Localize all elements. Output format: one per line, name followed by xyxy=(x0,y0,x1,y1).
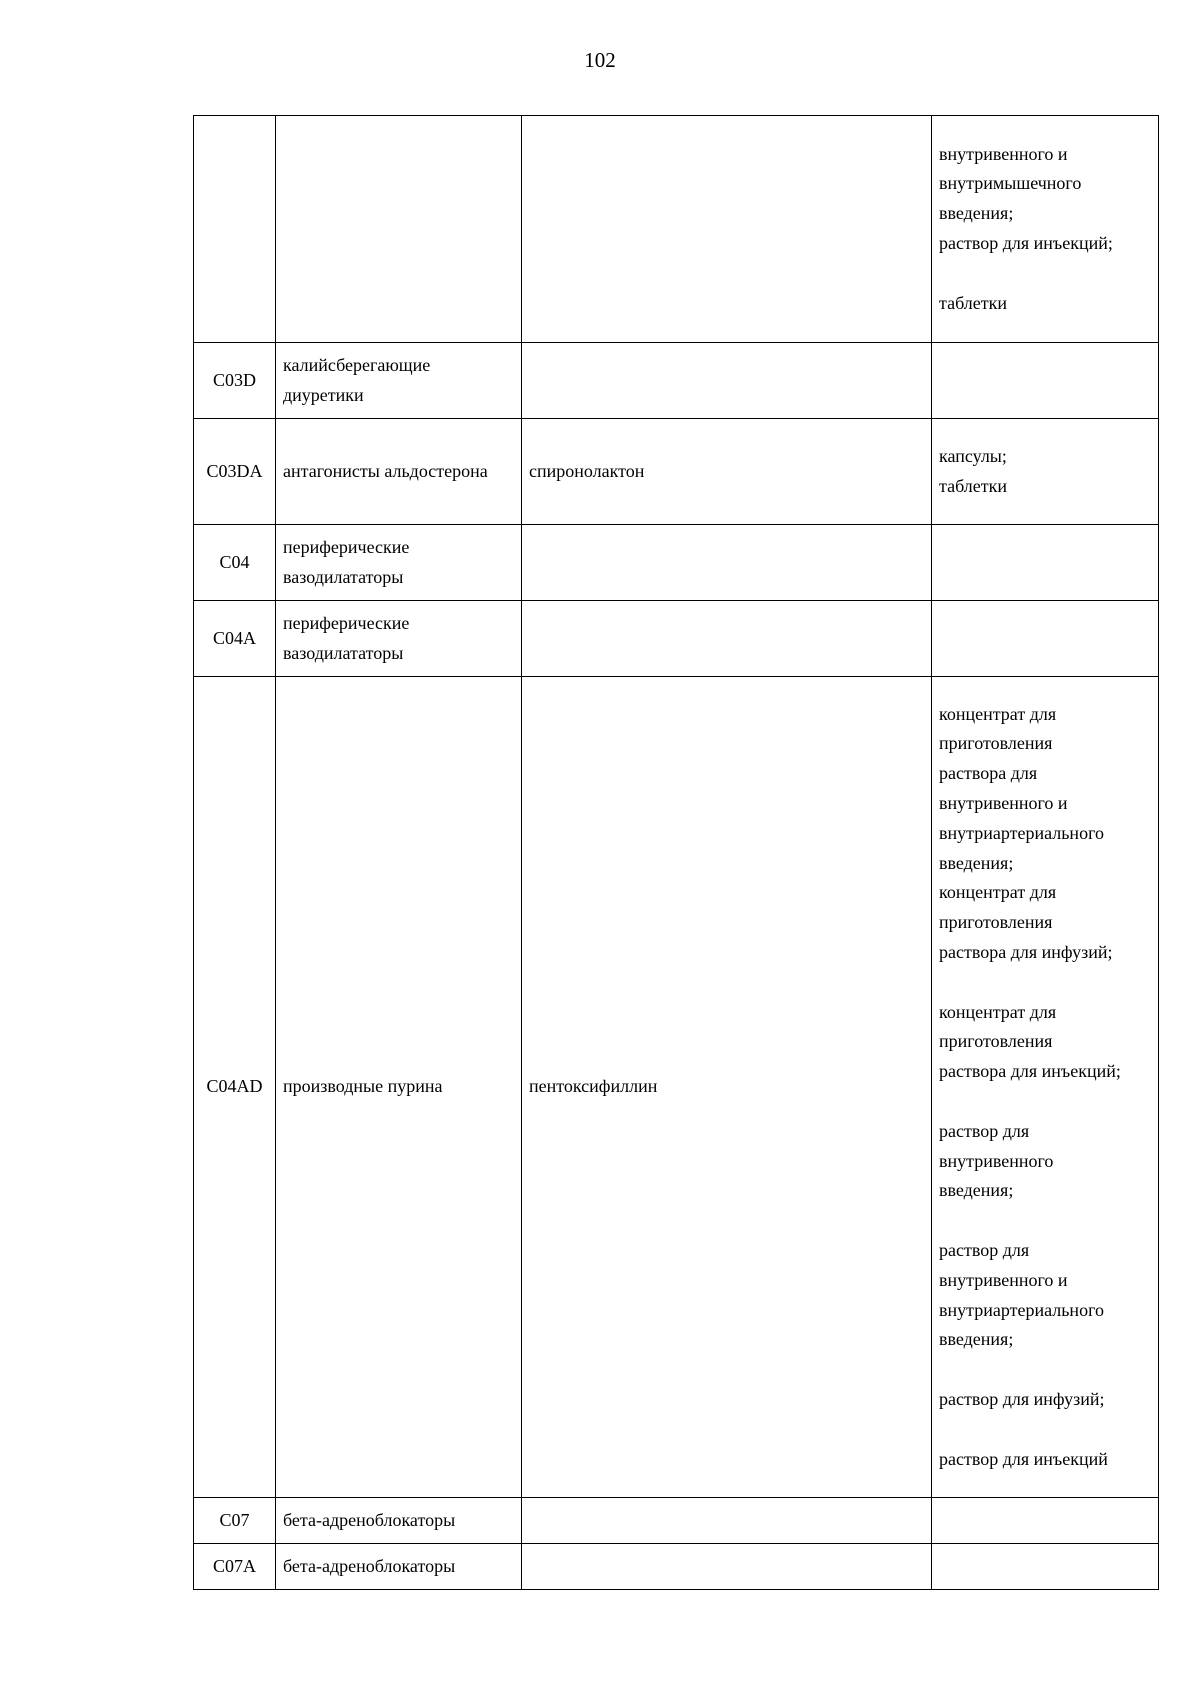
dosage-form-line: введения; xyxy=(939,852,1014,873)
dosage-form-cell xyxy=(932,1498,1159,1544)
dosage-form-cell xyxy=(932,1544,1159,1590)
atc-code-cell xyxy=(194,116,276,343)
dosage-form-line: приготовления xyxy=(939,733,1053,754)
active-substance-cell xyxy=(522,343,932,419)
drug-classification-table xyxy=(193,115,1159,1590)
dosage-form-line: внутривенного и xyxy=(939,143,1068,164)
table-row xyxy=(194,116,1159,343)
dosage-form-line: введения; xyxy=(939,203,1014,224)
dosage-form-line: раствора для инъекций; xyxy=(939,1061,1121,1082)
form-group-spacer xyxy=(939,259,1151,289)
dosage-form-line: концентрат для xyxy=(939,882,1057,903)
dosage-form-cell xyxy=(932,116,1159,343)
active-substance-cell xyxy=(522,116,932,343)
dosage-form-cell xyxy=(932,343,1159,419)
dosage-form-cell xyxy=(932,419,1159,525)
form-group-spacer xyxy=(939,968,1151,998)
atc-code-cell: C07A xyxy=(194,1544,276,1590)
pharmacological-group-cell: бета-адреноблокаторы xyxy=(276,1498,522,1544)
pharmacological-group-cell: калийсберегающие диуретики xyxy=(276,343,522,419)
table-row xyxy=(194,677,1159,1498)
pharmacological-group-cell: периферические вазодилататоры xyxy=(276,525,522,601)
table-row xyxy=(194,1498,1159,1544)
dosage-form-line: концентрат для xyxy=(939,703,1057,724)
dosage-form-line: приготовления xyxy=(939,912,1053,933)
dosage-form-line: раствор для инъекций xyxy=(939,1448,1108,1469)
dosage-form-line: введения; xyxy=(939,1329,1014,1350)
dosage-form-line: внутривенного xyxy=(939,1150,1054,1171)
page-number: 102 xyxy=(584,48,616,72)
form-group-spacer xyxy=(939,1355,1151,1385)
active-substance-cell: спиронолактон xyxy=(522,419,932,525)
dosage-form-line: внутривенного и xyxy=(939,793,1068,814)
dosage-form-line: раствор для xyxy=(939,1120,1030,1141)
dosage-form-cell xyxy=(932,601,1159,677)
atc-code-cell: C04AD xyxy=(194,677,276,1498)
pharmacological-group-cell xyxy=(276,116,522,343)
active-substance-cell xyxy=(522,601,932,677)
pharmacological-group-cell: периферические вазодилататоры xyxy=(276,601,522,677)
active-substance-cell xyxy=(522,1544,932,1590)
dosage-form-line: раствор для инъекций; xyxy=(939,233,1113,253)
atc-code-cell: C07 xyxy=(194,1498,276,1544)
dosage-form-line: раствора для инфузий; xyxy=(939,942,1113,963)
atc-code-cell: C03DA xyxy=(194,419,276,525)
dosage-form-line: внутриартериального xyxy=(939,822,1104,843)
atc-code-cell: C03D xyxy=(194,343,276,419)
pharmacological-group-cell: производные пурина xyxy=(276,677,522,1498)
active-substance-cell xyxy=(522,525,932,601)
active-substance-cell xyxy=(522,1498,932,1544)
atc-code-cell: C04A xyxy=(194,601,276,677)
dosage-form-line: раствор для xyxy=(939,1239,1030,1260)
table-row xyxy=(194,525,1159,601)
table-row xyxy=(194,343,1159,419)
dosage-form-line: внутриартериального xyxy=(939,1299,1104,1320)
form-group-spacer xyxy=(939,1415,1151,1445)
atc-code-cell: C04 xyxy=(194,525,276,601)
table-row xyxy=(194,419,1159,525)
form-group-spacer xyxy=(939,1206,1151,1236)
dosage-form-line: таблетки xyxy=(939,292,1008,313)
dosage-form-line: раствора для xyxy=(939,763,1038,784)
dosage-form-line: концентрат для xyxy=(939,1001,1057,1022)
pharmacological-group-cell: бета-адреноблокаторы xyxy=(276,1544,522,1590)
dosage-form-cell xyxy=(932,677,1159,1498)
dosage-form-line: внутривенного и xyxy=(939,1269,1068,1290)
active-substance-cell: пентоксифиллин xyxy=(522,677,932,1498)
table-row xyxy=(194,601,1159,677)
dosage-form-line: приготовления xyxy=(939,1031,1053,1052)
dosage-form-line: капсулы; xyxy=(939,445,1007,466)
dosage-form-line: введения; xyxy=(939,1180,1014,1201)
dosage-form-line: внутримышечного xyxy=(939,173,1082,194)
pharmacological-group-cell: антагонисты альдостерона xyxy=(276,419,522,525)
dosage-form-line: раствор для инфузий; xyxy=(939,1388,1105,1409)
dosage-form-cell xyxy=(932,525,1159,601)
table-row xyxy=(194,1544,1159,1590)
dosage-form-line: таблетки xyxy=(939,475,1008,496)
form-group-spacer xyxy=(939,1087,1151,1117)
